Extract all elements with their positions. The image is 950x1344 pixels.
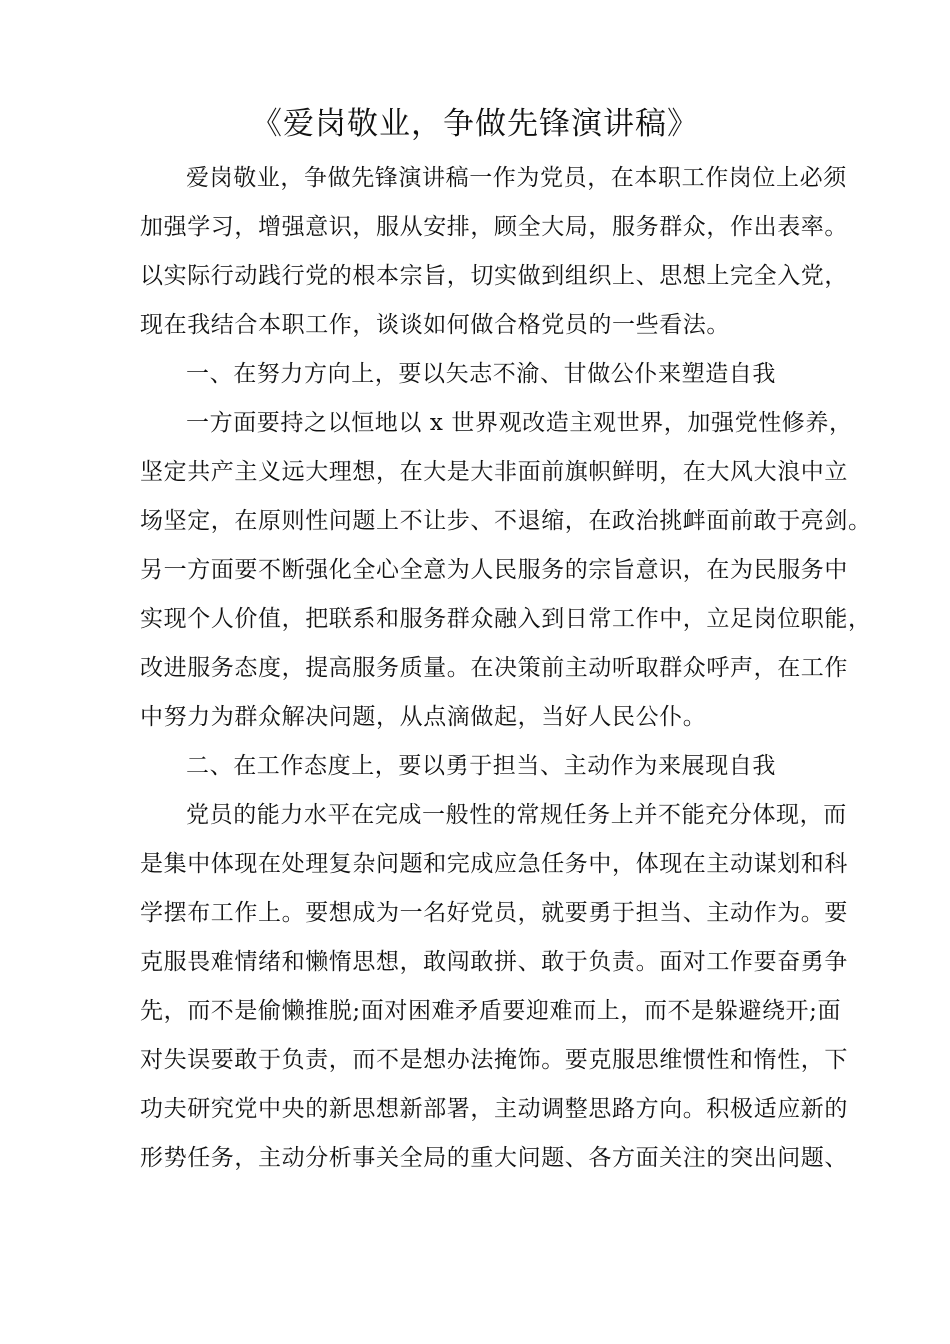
paragraph-line: 加强学习，增强意识，服从安排，顾全大局，服务群众，作出表率。: [140, 214, 848, 240]
paragraph-line: 中努力为群众解决问题，从点滴做起，当好人民公仆。: [140, 704, 707, 730]
paragraph-line: 对失误要敢于负责，而不是想办法掩饰。要克服思维惯性和惰性，下: [140, 1047, 848, 1073]
paragraph-line: 场坚定，在原则性问题上不让步、不退缩，在政治挑衅面前敢于亮剑。: [140, 508, 872, 534]
section-heading: 一、在努力方向上，要以矢志不渝、甘做公仆来塑造自我: [186, 361, 776, 387]
paragraph-line: 以实际行动践行党的根本宗旨，切实做到组织上、思想上完全入党，: [140, 263, 848, 289]
paragraph-line: 功夫研究党中央的新思想新部署，主动调整思路方向。积极适应新的: [140, 1096, 848, 1122]
section-heading: 二、在工作态度上，要以勇于担当、主动作为来展现自我: [186, 753, 776, 779]
paragraph-line: 改进服务态度，提高服务质量。在决策前主动听取群众呼声，在工作: [140, 655, 848, 681]
paragraph-line: 党员的能力水平在完成一般性的常规任务上并不能充分体现，而: [186, 802, 847, 828]
paragraph-line: 现在我结合本职工作，谈谈如何做合格党员的一些看法。: [140, 312, 730, 338]
paragraph-line: 形势任务，主动分析事关全局的重大问题、各方面关注的突出问题、: [140, 1145, 848, 1171]
paragraph-line: 克服畏难情绪和懒惰思想，敢闯敢拼、敢于负责。面对工作要奋勇争: [140, 949, 848, 975]
document-title: 《爱岗敬业，争做先锋演讲稿》: [251, 106, 699, 142]
paragraph-line: 爱岗敬业，争做先锋演讲稿一作为党员，在本职工作岗位上必须: [186, 165, 847, 191]
paragraph-line: 一方面要持之以恒地以 x 世界观改造主观世界，加强党性修养，: [186, 410, 853, 436]
paragraph-line: 学摆布工作上。要想成为一名好党员，就要勇于担当、主动作为。要: [140, 900, 848, 926]
paragraph-line: 是集中体现在处理复杂问题和完成应急任务中，体现在主动谋划和科: [140, 851, 848, 877]
paragraph-line: 实现个人价值，把联系和服务群众融入到日常工作中，立足岗位职能，: [140, 606, 872, 632]
paragraph-line: 坚定共产主义远大理想，在大是大非面前旗帜鲜明，在大风大浪中立: [140, 459, 848, 485]
paragraph-line: 另一方面要不断强化全心全意为人民服务的宗旨意识，在为民服务中: [140, 557, 848, 583]
paragraph-line: 先，而不是偷懒推脱;面对困难矛盾要迎难而上，而不是躲避绕开;面: [140, 998, 842, 1024]
